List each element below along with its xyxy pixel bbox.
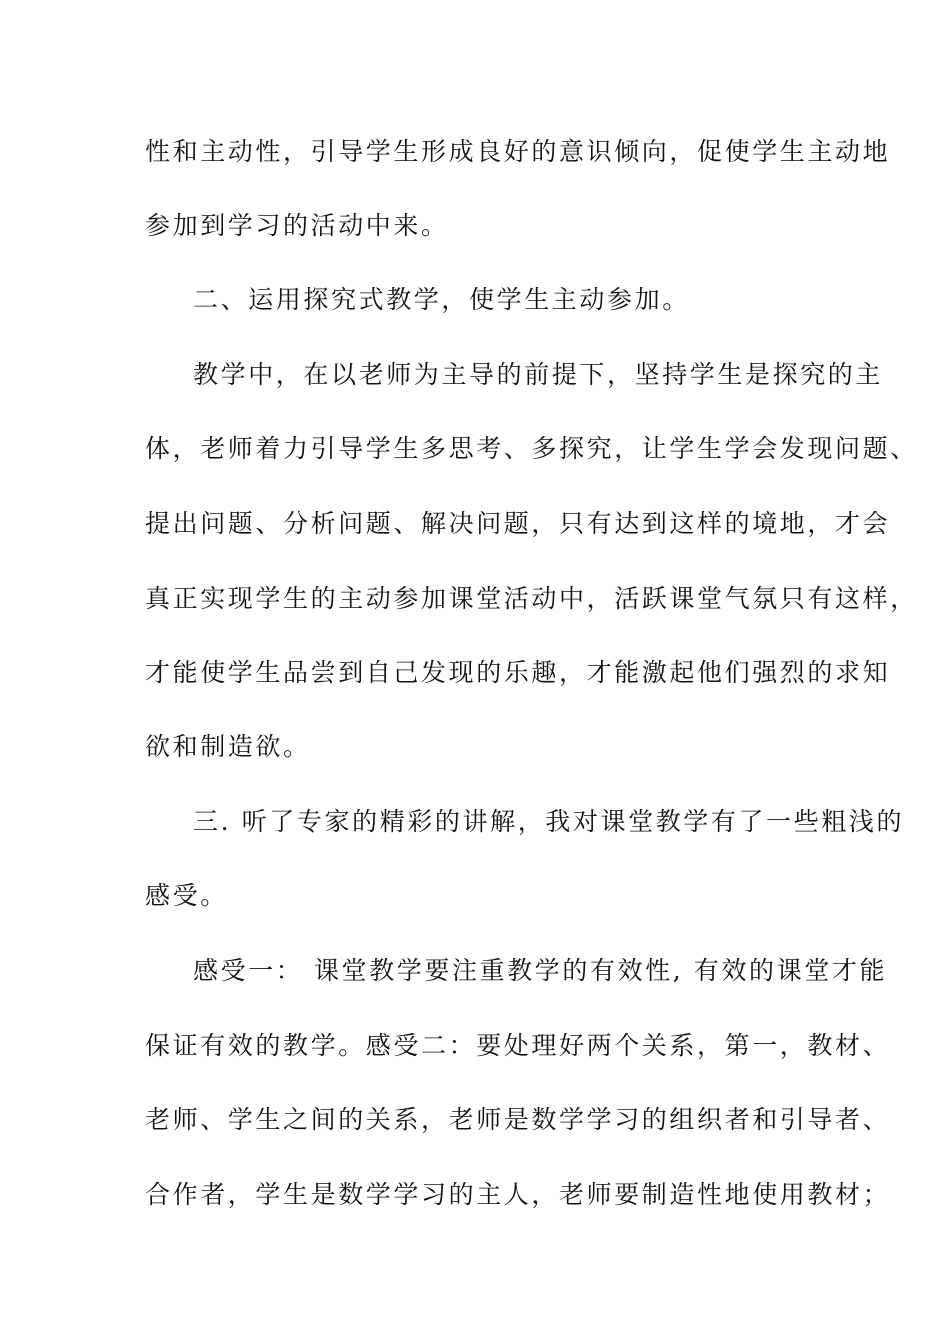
text-line-9: 欲和制造欲。 [145,732,311,761]
text-line-7: 真正实现学生的主动参加课堂活动中，活跃课堂气氛只有这样， [145,584,918,613]
text-line-11: 感受。 [145,881,228,910]
text-line-2: 参加到学习的活动中来。 [145,211,449,240]
section-heading-3: 三. 听了专家的精彩的讲解，我对课堂教学有了一些粗浅的 [193,807,905,836]
text-line-1: 性和主动性，引导学生形成良好的意识倾向，促使学生主动地 [145,137,891,166]
text-line-8: 才能使学生品尝到自己发现的乐趣，才能激起他们强烈的求知 [145,658,891,687]
text-line-5: 体，老师着力引导学生多思考、多探究，让学生学会发现问题、 [145,434,918,463]
text-line-4: 教学中，在以老师为主导的前提下，坚持学生是探究的主 [193,360,884,389]
section-heading-2: 二、运用探究式教学，使学生主动参加。 [193,285,690,314]
text-line-14: 老师、学生之间的关系，老师是数学学习的组织者和引导者、 [145,1105,891,1134]
text-line-12: 感受一： 课堂教学要注重教学的有效性, 有效的课堂才能 [193,956,888,985]
text-line-13: 保证有效的教学。感受二：要处理好两个关系，第一，教材、 [145,1031,891,1060]
text-line-6: 提出问题、分析问题、解决问题，只有达到这样的境地，才会 [145,509,891,538]
text-line-15: 合作者，学生是数学学习的主人，老师要制造性地使用教材； [145,1180,891,1209]
